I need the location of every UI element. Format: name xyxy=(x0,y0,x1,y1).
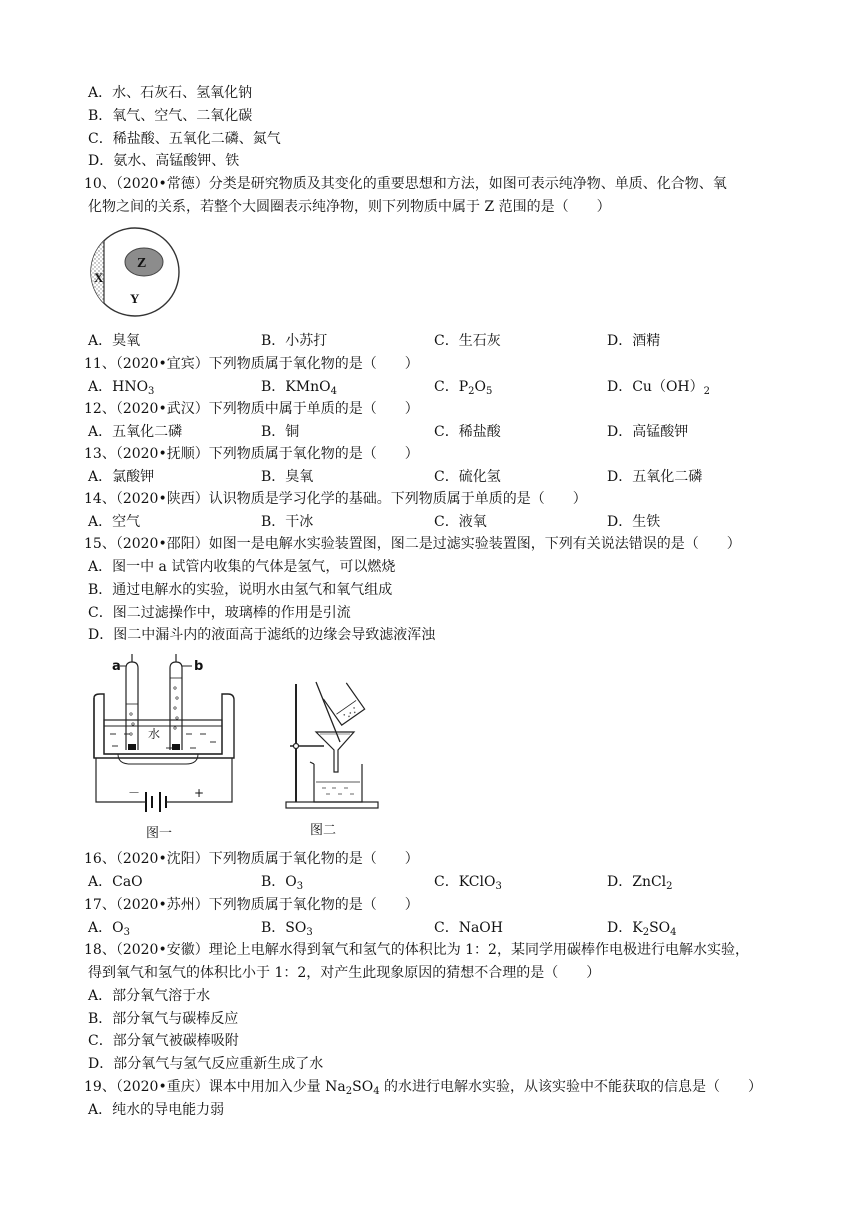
q10-option-a: A．臭氧 xyxy=(88,333,141,349)
q9-option-b: B．氧气、空气、二氧化碳 xyxy=(88,108,253,124)
q16-option-a: A．CaO xyxy=(88,874,143,890)
electrolysis-apparatus-figure xyxy=(90,654,240,844)
q14-option-d: D．生铁 xyxy=(607,514,661,530)
q17-option-b: B．$SO_3$ xyxy=(261,920,313,938)
q15-option-a: A．图一中 a 试管内收集的气体是氢气，可以燃烧 xyxy=(88,559,396,575)
figure-2-caption: 图二 xyxy=(310,823,337,838)
water-label: 水 xyxy=(148,727,161,741)
label-z: Z xyxy=(137,256,147,271)
q19-stem: 19、（2020•重庆）课本中用加入少量 $Na_2SO_4$ 的水进行电解水实验，从该实验中不能获取的信息是（ ） xyxy=(84,1079,763,1097)
q11-option-c: C．$P_2O_5$ xyxy=(434,379,493,397)
q18-option-c: C．部分氧气被碳棒吸附 xyxy=(88,1033,239,1049)
q18-option-d: D．部分氧气与氢气反应重新生成了水 xyxy=(88,1056,324,1072)
q13-option-d: D．五氧化二磷 xyxy=(607,469,703,485)
q12-option-b: B．铜 xyxy=(261,424,300,440)
minus-label: － xyxy=(128,786,141,800)
q14-option-b: B．干冰 xyxy=(261,514,314,530)
tube-b-label: b xyxy=(194,659,204,674)
q9-option-a: A．水、石灰石、氢氧化钠 xyxy=(88,85,253,101)
q10-option-b: B．小苏打 xyxy=(261,333,328,349)
tube-a-label: a xyxy=(112,659,121,674)
q14-option-c: C．液氧 xyxy=(434,514,487,530)
q13-option-b: B．臭氧 xyxy=(261,469,314,485)
q17-option-c: C．NaOH xyxy=(434,920,503,936)
q14-option-a: A．空气 xyxy=(88,514,141,530)
q10-stem-line2: 化物之间的关系，若整个大圆圈表示纯净物，则下列物质中属于 Z 范围的是（ ） xyxy=(88,199,611,215)
plus-label: + xyxy=(194,786,205,800)
q12-option-d: D．高锰酸钾 xyxy=(607,424,689,440)
q13-stem: 13、（2020•抚顺）下列物质属于氧化物的是（ ） xyxy=(84,446,419,462)
q15-option-d: D．图二中漏斗内的液面高于滤纸的边缘会导致滤液浑浊 xyxy=(88,627,436,643)
q17-stem: 17、（2020•苏州）下列物质属于氧化物的是（ ） xyxy=(84,897,419,913)
q11-option-d: D．$Cu(OH)_2$ xyxy=(607,379,711,397)
q11-option-b: B．KMnO$_4$ xyxy=(261,379,337,397)
venn-diagram xyxy=(82,226,188,318)
q18-option-a: A．部分氧气溶于水 xyxy=(88,988,211,1004)
q13-option-c: C．硫化氢 xyxy=(434,469,501,485)
q17-option-d: D．$K_2SO_4$ xyxy=(607,920,677,938)
q13-option-a: A．氯酸钾 xyxy=(88,469,155,485)
q10-option-d: D．酒精 xyxy=(607,333,661,349)
q18-option-b: B．部分氧气与碳棒反应 xyxy=(88,1011,239,1027)
q14-stem: 14、（2020•陕西）认识物质是学习化学的基础。下列物质属于单质的是（ ） xyxy=(84,491,587,507)
q12-stem: 12、（2020•武汉）下列物质中属于单质的是（ ） xyxy=(84,401,419,417)
figure-1-caption: 图一 xyxy=(146,826,173,841)
filtration-apparatus-figure xyxy=(276,676,386,844)
q15-option-b: B．通过电解水的实验，说明水由氢气和氧气组成 xyxy=(88,582,393,598)
q10-stem-line1: 10、（2020•常德）分类是研究物质及其变化的重要思想和方法，如图可表示纯净物、单质、化合物、氧 xyxy=(84,176,727,192)
q18-stem-line1: 18、（2020•安徽）理论上电解水得到氧气和氢气的体积比为 1：2，某同学用碳棒作电极进行电解水实验， xyxy=(84,942,749,958)
q19-option-a: A．纯水的导电能力弱 xyxy=(88,1102,225,1118)
q16-option-b: B．$O_3$ xyxy=(261,874,304,892)
q9-option-c: C．稀盐酸、五氧化二磷、氮气 xyxy=(88,131,281,147)
q16-stem: 16、（2020•沈阳）下列物质属于氧化物的是（ ） xyxy=(84,851,419,867)
q17-option-a: A．$O_3$ xyxy=(88,920,130,938)
q15-stem: 15、（2020•邵阳）如图一是电解水实验装置图，图二是过滤实验装置图，下列有关说法错误的是（ ） xyxy=(84,536,741,552)
q12-option-c: C．稀盐酸 xyxy=(434,424,501,440)
q11-stem: 11、（2020•宜宾）下列物质属于氧化物的是（ ） xyxy=(84,356,419,372)
q9-option-d: D．氨水、高锰酸钾、铁 xyxy=(88,153,240,169)
q10-option-c: C．生石灰 xyxy=(434,333,501,349)
q12-option-a: A．五氧化二磷 xyxy=(88,424,183,440)
q18-stem-line2: 得到氧气和氢气的体积比小于 1：2，对产生此现象原因的猜想不合理的是（ ） xyxy=(88,965,601,981)
q16-option-d: D．ZnCl$_2$ xyxy=(607,874,673,892)
label-y: Y xyxy=(130,291,140,306)
q11-option-a: A．$HNO_3$ xyxy=(88,379,155,397)
q15-option-c: C．图二过滤操作中，玻璃棒的作用是引流 xyxy=(88,605,351,621)
label-x: X xyxy=(94,270,104,285)
q16-option-c: C．KClO$_3$ xyxy=(434,874,502,892)
